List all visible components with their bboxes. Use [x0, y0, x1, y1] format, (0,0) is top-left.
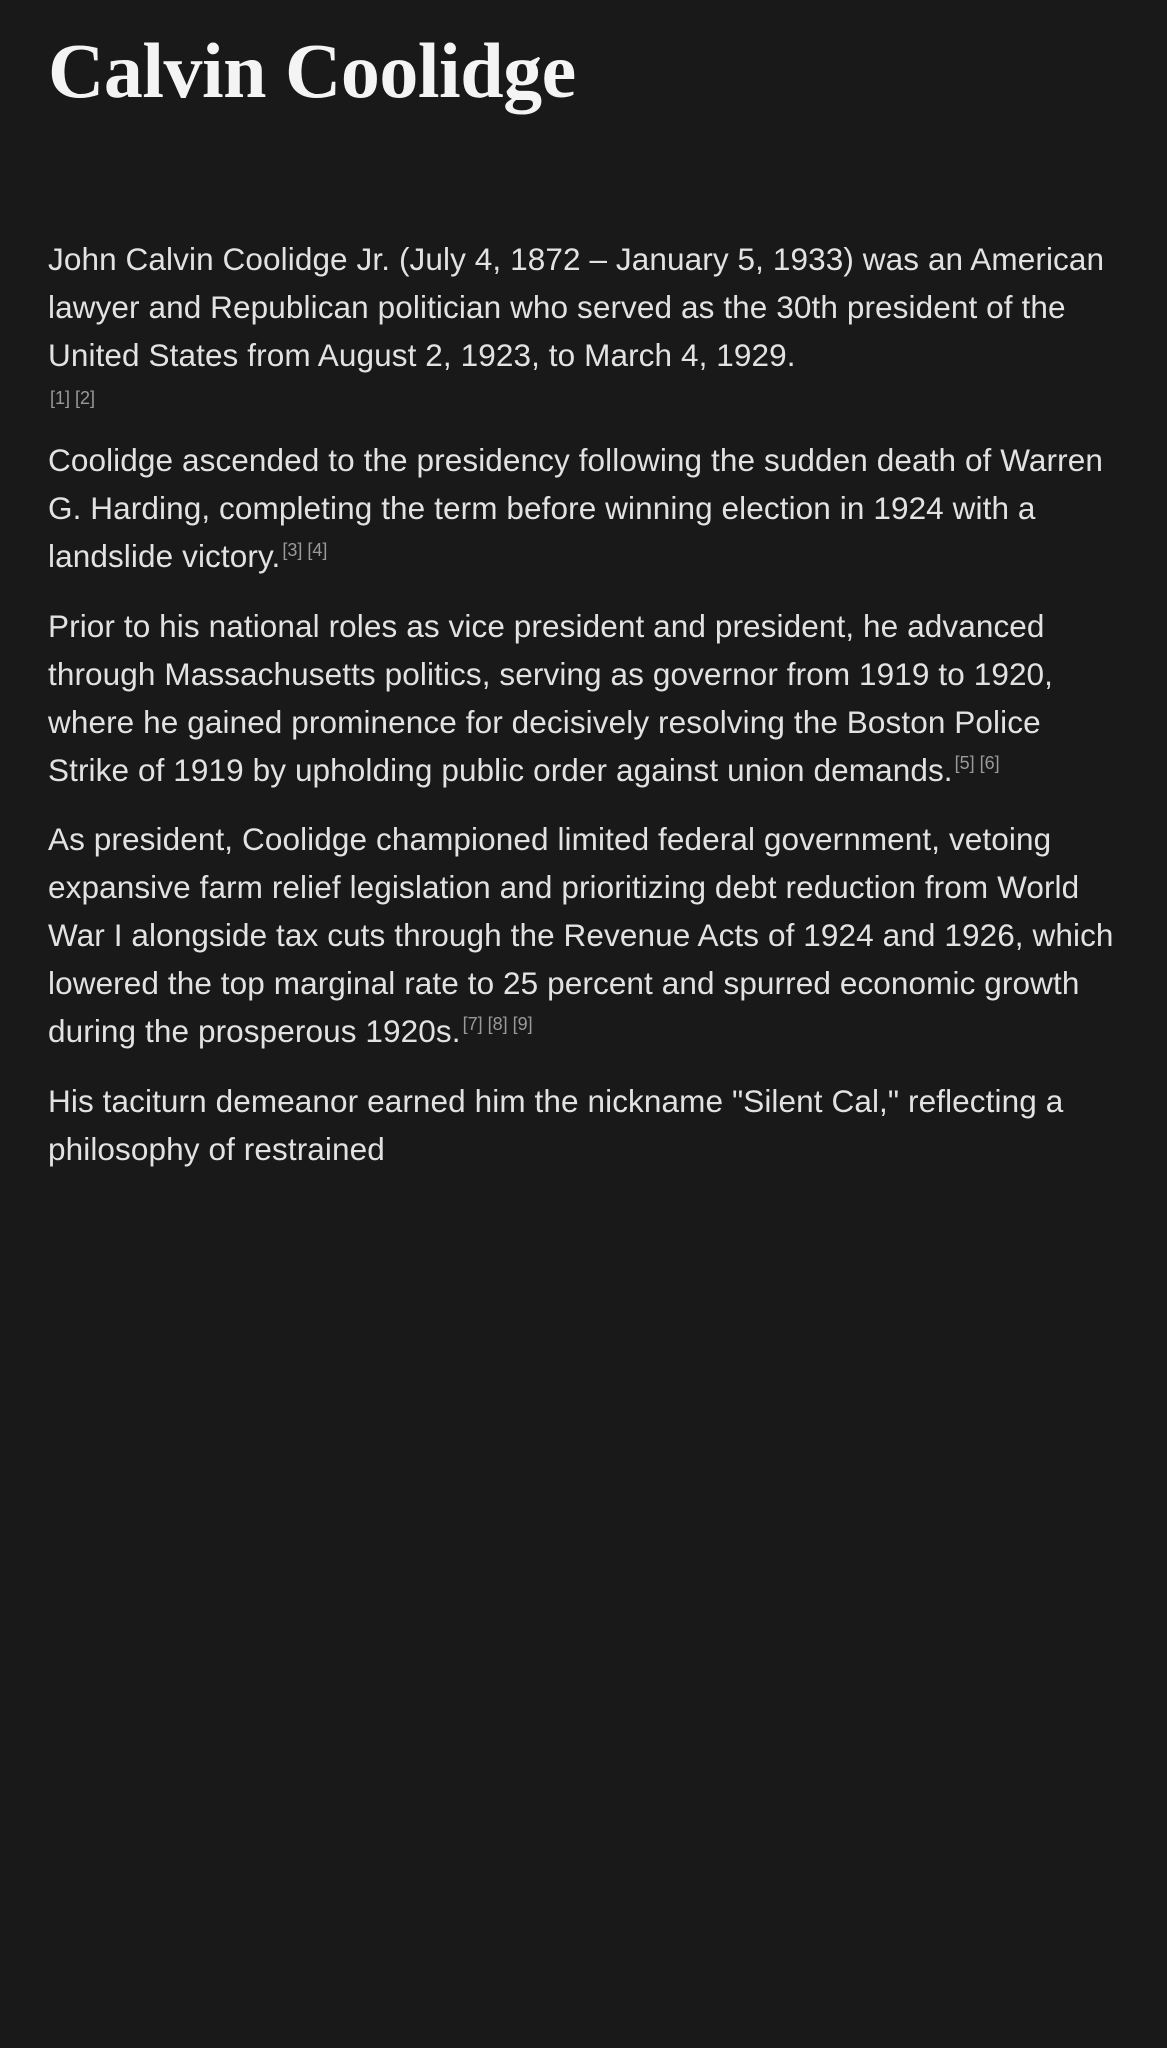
- paragraph-intro: [44, 236, 1123, 430]
- citation-ref-7[interactable]: [7]: [462, 1014, 483, 1035]
- paragraph-text: Coolidge ascended to the presidency following the sudden death of Warren G. Harding, completing the term before winning election in 1924 with a landslide victory.: [48, 442, 1103, 575]
- citation-ref-4[interactable]: [4]: [307, 539, 328, 560]
- paragraph-nickname: [44, 1078, 1123, 1174]
- reference-group: [48, 381, 1119, 429]
- paragraph-text: John Calvin Coolidge Jr. (July 4, 1872 – January 5, 1933) was an American lawyer and Republican politician who served as the 30th president of the United States from August 2, 1923, to March 4, 1929.: [48, 240, 1105, 373]
- citation-ref-1[interactable]: [1]: [50, 387, 71, 408]
- citation-ref-5[interactable]: [5]: [954, 753, 975, 774]
- paragraph-massachusetts: [44, 603, 1123, 795]
- citation-ref-6[interactable]: [6]: [979, 753, 1000, 774]
- citation-ref-2[interactable]: [2]: [75, 387, 96, 408]
- paragraph-ascension: [44, 437, 1123, 581]
- citation-ref-3[interactable]: [3]: [282, 539, 303, 560]
- page-title: Calvin Coolidge: [48, 27, 576, 114]
- paragraph-text: As president, Coolidge championed limited federal government, vetoing expansive farm relief legislation and prioritizing debt reduction from World War I alongside tax cuts through the Revenue Acts of 1924 and 1926, which lowered the top marginal rate to 25 percent and spurred economic growth during the prosperous 1920s.: [48, 821, 1114, 1049]
- paragraph-text: Prior to his national roles as vice president and president, he advanced through Massachusetts politics, serving as governor from 1919 to 1920, where he gained prominence for decisively resolving the Boston Police Strike of 1919 by upholding public order against union demands.: [48, 607, 1054, 788]
- paragraph-text: His taciturn demeanor earned him the nickname "Silent Cal," reflecting a philosophy of restrained: [48, 1082, 1064, 1167]
- citation-ref-9[interactable]: [9]: [512, 1014, 533, 1035]
- paragraph-policy: [44, 816, 1123, 1055]
- citation-ref-8[interactable]: [8]: [487, 1014, 508, 1035]
- article-body: [44, 236, 1123, 1174]
